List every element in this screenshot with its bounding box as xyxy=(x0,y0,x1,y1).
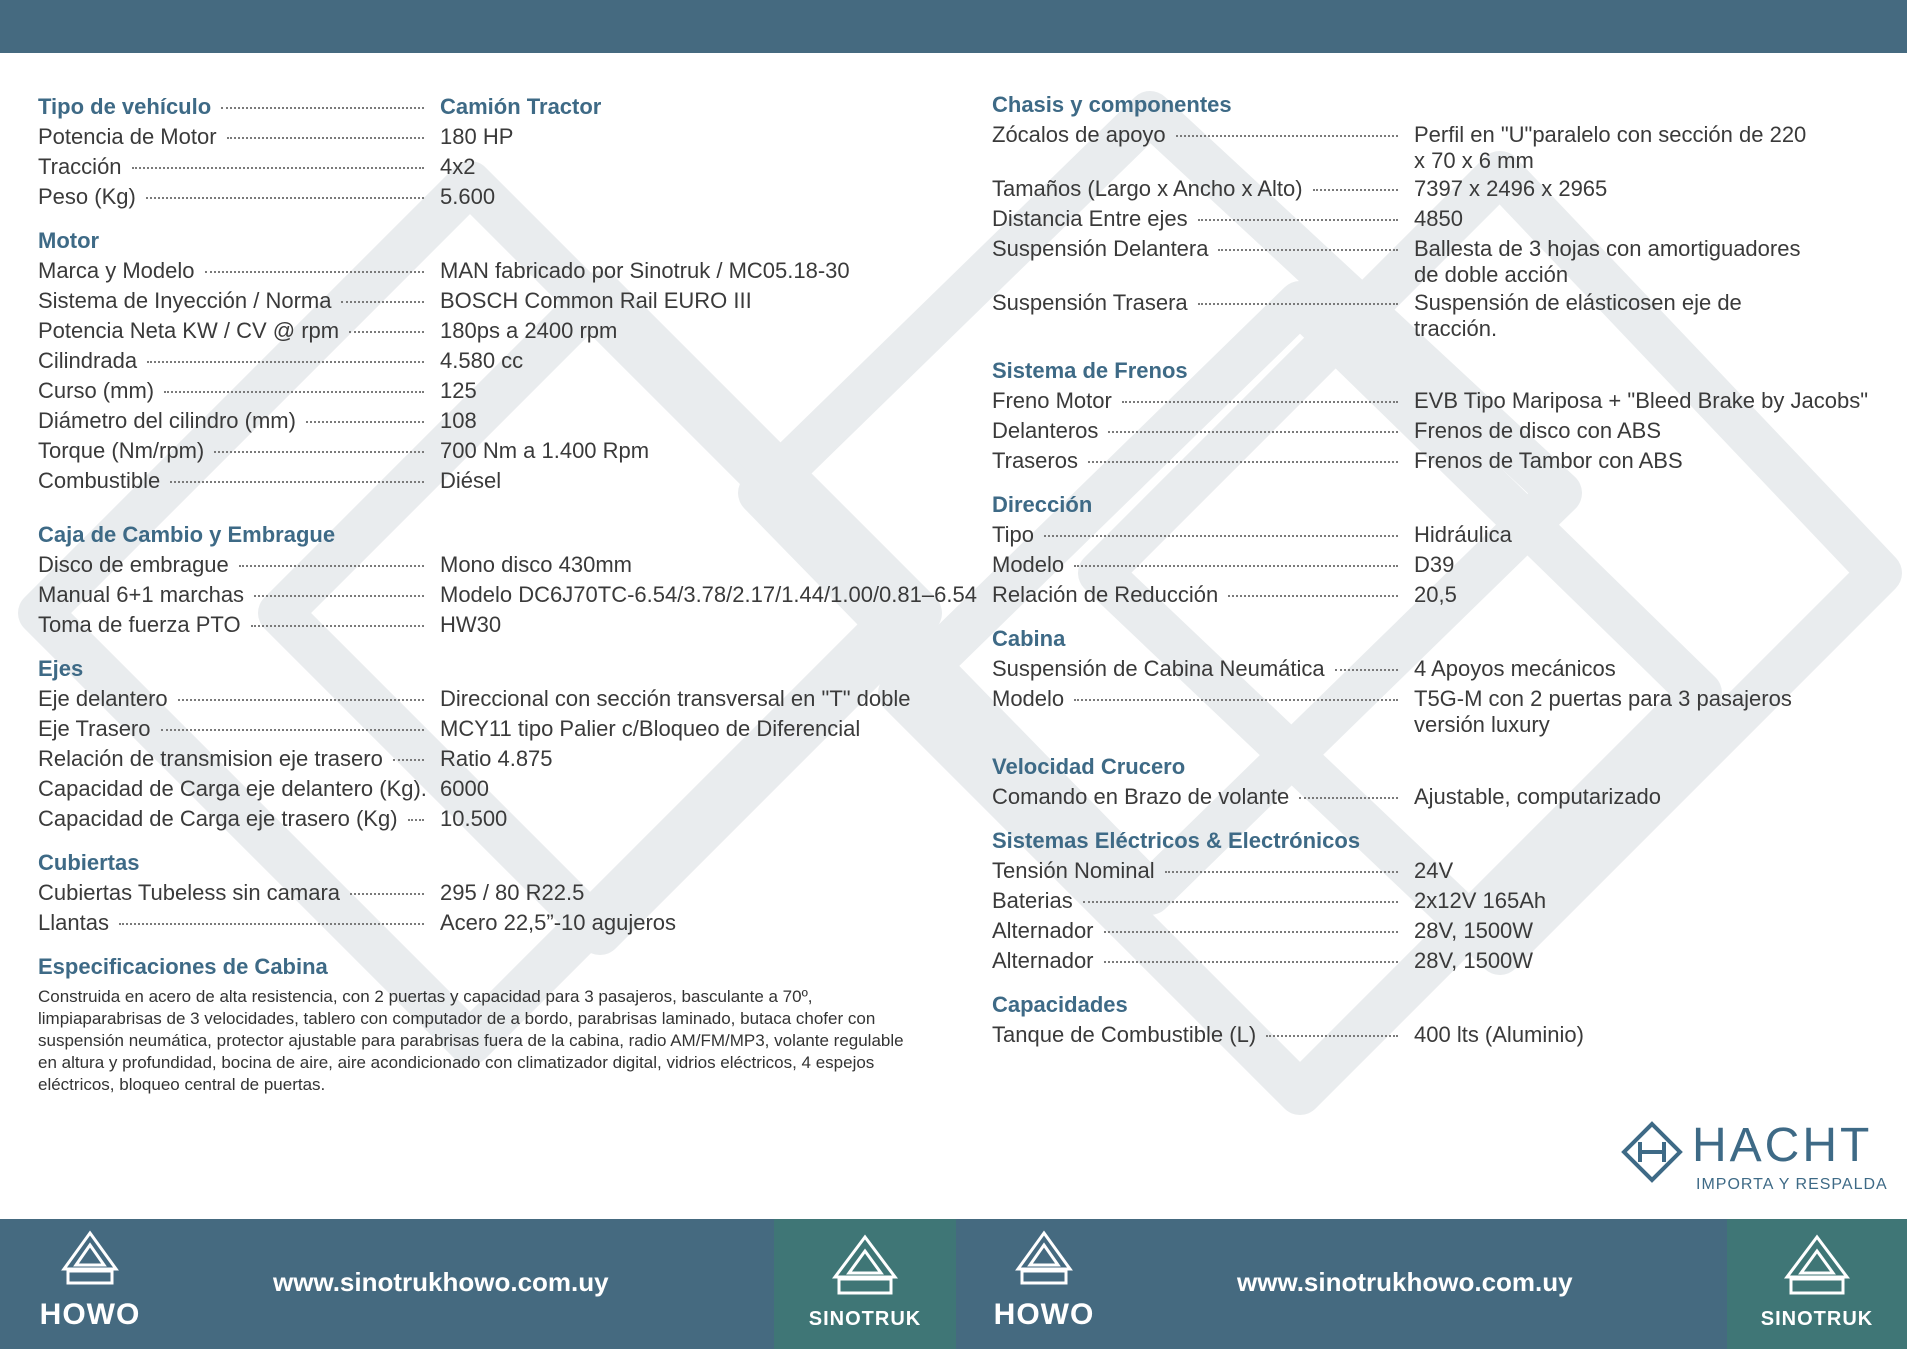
spec-row xyxy=(992,946,1882,976)
spec-label: Suspensión de Cabina Neumática xyxy=(992,656,1325,681)
section-title: Ejes xyxy=(38,656,84,681)
spec-label: Torque (Nm/rpm) xyxy=(38,438,205,463)
spec-row xyxy=(38,804,958,834)
section-gearbox xyxy=(38,520,977,640)
spec-row xyxy=(38,774,958,804)
dot-leader xyxy=(350,893,424,895)
sinotruk-logo xyxy=(1751,1233,1883,1331)
dot-leader xyxy=(251,625,424,627)
dot-leader xyxy=(146,197,424,199)
hacht-wordmark: HACHT xyxy=(1692,1119,1873,1172)
spec-row xyxy=(992,120,1882,174)
section-title: Velocidad Crucero xyxy=(992,754,1186,779)
dot-leader xyxy=(1104,931,1398,933)
spec-value: 24V xyxy=(1414,858,1454,883)
howo-logo xyxy=(30,1229,150,1332)
spec-row xyxy=(992,856,1882,886)
spec-value: T5G-M con 2 puertas para 3 pasajeros versión luxury xyxy=(1414,686,1792,737)
section-title: Sistemas Eléctricos & Electrónicos xyxy=(992,828,1361,853)
spec-row xyxy=(38,286,958,316)
spec-label: Cilindrada xyxy=(38,348,138,373)
spec-value: EVB Tipo Mariposa + "Bleed Brake by Jacobs" xyxy=(1414,388,1869,413)
dot-leader xyxy=(205,271,424,273)
dot-leader xyxy=(408,819,424,821)
spec-row xyxy=(38,714,958,744)
dot-leader xyxy=(306,421,424,423)
dot-leader xyxy=(1218,249,1398,251)
spec-label: Comando en Brazo de volante xyxy=(992,784,1290,809)
dot-leader xyxy=(1176,135,1398,137)
dot-leader xyxy=(1299,797,1398,799)
dot-leader xyxy=(1088,461,1398,463)
cnhtc-emblem-icon xyxy=(1781,1233,1853,1303)
right-column xyxy=(992,90,1882,1064)
dot-leader xyxy=(227,137,424,139)
spec-label: Tanque de Combustible (L) xyxy=(992,1022,1257,1047)
spec-label: Eje delantero xyxy=(38,686,168,711)
spec-row xyxy=(992,886,1882,916)
sinotruk-logo xyxy=(799,1233,931,1331)
sinotruk-wordmark: SINOTRUK xyxy=(808,1308,922,1330)
dot-leader xyxy=(254,595,424,597)
spec-value: 125 xyxy=(440,378,477,403)
cabin-specs-paragraph: Construida en acero de alta resistencia, con 2 puertas y capacidad para 3 pasajeros, basculante a 70º, limpiaparabrisas de 3 velocidades, tablero con computador de a bordo, parabrisas laminado, butaca chofer con suspensión neumática, protector ajustable para parabrisas fuera de la cabina, radio AM/FM/MP3, volante regulable en altura y profundidad, bocina de aire, aire acondicionado con climatizador digital, vidrios eléctricos, 4 espejos eléctricos, bloqueo central de puertas. xyxy=(38,987,904,1094)
spec-label: Eje Trasero xyxy=(38,716,151,741)
section-title: Chasis y componentes xyxy=(992,92,1232,117)
section-title: Sistema de Frenos xyxy=(992,358,1188,383)
sinotruk-panel xyxy=(774,1219,956,1349)
dot-leader xyxy=(1198,303,1398,305)
spec-label: Relación de transmision eje trasero xyxy=(38,746,383,771)
spec-row xyxy=(38,610,958,640)
section-axles xyxy=(38,654,958,834)
spec-row xyxy=(992,174,1882,204)
dot-leader xyxy=(393,759,424,761)
spec-label: Tensión Nominal xyxy=(992,858,1155,883)
dot-leader xyxy=(1044,535,1398,537)
spec-value: MAN fabricado por Sinotruk / MC05.18-30 xyxy=(440,258,850,283)
spec-row xyxy=(992,446,1882,476)
spec-row xyxy=(992,416,1882,446)
dot-leader xyxy=(341,301,424,303)
dot-leader xyxy=(239,565,424,567)
spec-label: Suspensión Delantera xyxy=(992,236,1209,261)
spec-label: Combustible xyxy=(38,468,161,493)
spec-label: Manual 6+1 marchas xyxy=(38,582,245,607)
dot-leader xyxy=(164,391,424,393)
section-title: Cubiertas xyxy=(38,850,140,875)
spec-label: Marca y Modelo xyxy=(38,258,195,283)
spec-label: Capacidad de Carga eje delantero (Kg). xyxy=(38,776,427,801)
section-title: Capacidades xyxy=(992,992,1128,1017)
spec-row xyxy=(38,316,958,346)
spec-row xyxy=(38,122,958,152)
spec-value: 400 lts (Aluminio) xyxy=(1414,1022,1584,1047)
spec-label: Modelo xyxy=(992,552,1065,577)
spec-value: Frenos de Tambor con ABS xyxy=(1414,448,1683,473)
spec-label: Peso (Kg) xyxy=(38,184,136,209)
spec-row xyxy=(38,182,958,212)
spec-label: Cubiertas Tubeless sin camara xyxy=(38,880,341,905)
spec-label: Sistema de Inyección / Norma xyxy=(38,288,332,313)
spec-row xyxy=(38,256,958,286)
spec-value: 28V, 1500W xyxy=(1414,918,1534,943)
section-title: Dirección xyxy=(992,492,1093,517)
spec-label: Llantas xyxy=(38,910,109,935)
spec-value: 28V, 1500W xyxy=(1414,948,1534,973)
dot-leader xyxy=(1108,431,1398,433)
spec-row xyxy=(992,782,1882,812)
dot-leader xyxy=(214,451,424,453)
section-title: Especificaciones de Cabina xyxy=(38,954,328,979)
dot-leader xyxy=(1198,219,1398,221)
spec-label: Alternador xyxy=(992,948,1094,973)
spec-value: 180ps a 2400 rpm xyxy=(440,318,618,343)
spec-value: Hidráulica xyxy=(1414,522,1512,547)
cnhtc-emblem-icon xyxy=(1012,1229,1076,1293)
dot-leader xyxy=(1335,669,1398,671)
section-title: Motor xyxy=(38,228,100,253)
spec-label: Curso (mm) xyxy=(38,378,155,403)
spec-value: 7397 x 2496 x 2965 xyxy=(1414,176,1608,201)
spec-value: BOSCH Common Rail EURO III xyxy=(440,288,752,313)
spec-value: 10.500 xyxy=(440,806,508,831)
website-link[interactable]: www.sinotrukhowo.com.uy xyxy=(273,1267,609,1297)
spec-value: 4x2 xyxy=(440,154,476,179)
spec-label: Relación de Reducción xyxy=(992,582,1219,607)
spec-row xyxy=(38,466,958,496)
spec-value: 4.580 cc xyxy=(440,348,524,373)
dot-leader xyxy=(1266,1035,1398,1037)
dot-leader xyxy=(1228,595,1398,597)
dot-leader xyxy=(221,107,424,109)
howo-wordmark: HOWO xyxy=(993,1298,1095,1331)
spec-label: Baterias xyxy=(992,888,1073,913)
section-cruise xyxy=(992,752,1882,812)
spec-row xyxy=(992,580,1882,610)
spec-label: Freno Motor xyxy=(992,388,1112,413)
howo-wordmark: HOWO xyxy=(39,1298,141,1331)
spec-value: 108 xyxy=(440,408,477,433)
spec-row xyxy=(38,550,958,580)
spec-value: 2x12V 165Ah xyxy=(1414,888,1547,913)
cnhtc-emblem-icon xyxy=(58,1229,122,1293)
hacht-tagline: IMPORTA Y RESPALDA xyxy=(1696,1176,1888,1193)
section-chassis xyxy=(992,90,1882,342)
spec-label: Diámetro del cilindro (mm) xyxy=(38,408,296,433)
spec-value: 20,5 xyxy=(1414,582,1457,607)
spec-row xyxy=(38,406,958,436)
section-vehicle-type xyxy=(38,92,958,212)
vehicle-type-value: Camión Tractor xyxy=(440,94,602,119)
spec-value: Mono disco 430mm xyxy=(440,552,632,577)
spec-value: HW30 xyxy=(440,612,502,637)
footer-bar xyxy=(0,1219,1907,1349)
spec-value: Ratio 4.875 xyxy=(440,746,553,771)
section-cabin xyxy=(992,624,1882,738)
spec-label: Potencia Neta KW / CV @ rpm xyxy=(38,318,340,343)
dot-leader xyxy=(147,361,424,363)
spec-row xyxy=(992,288,1882,342)
spec-value: 700 Nm a 1.400 Rpm xyxy=(440,438,650,463)
dot-leader xyxy=(1083,901,1398,903)
left-column xyxy=(38,92,977,1110)
spec-value: 4 Apoyos mecánicos xyxy=(1414,656,1616,681)
sinotruk-panel xyxy=(1727,1219,1907,1349)
spec-row xyxy=(992,520,1882,550)
spec-value: D39 xyxy=(1414,552,1455,577)
spec-label: Suspensión Trasera xyxy=(992,290,1188,315)
spec-value: Ajustable, computarizado xyxy=(1414,784,1662,809)
spec-value: Direccional con sección transversal en "T" doble xyxy=(440,686,911,711)
spec-value: Modelo DC6J70TC-6.54/3.78/2.17/1.44/1.00/0.81–6.54 xyxy=(440,582,977,607)
spec-value: 6000 xyxy=(440,776,489,801)
spec-row xyxy=(992,234,1882,288)
spec-value: Perfil en "U"paralelo con sección de 220 x 70 x 6 mm xyxy=(1414,122,1807,173)
spec-row xyxy=(992,684,1882,738)
cnhtc-emblem-icon xyxy=(829,1233,901,1303)
top-banner xyxy=(0,0,1907,53)
spec-label: Alternador xyxy=(992,918,1094,943)
spec-row xyxy=(992,654,1882,684)
dot-leader xyxy=(349,331,424,333)
spec-label: Tipo xyxy=(992,522,1034,547)
section-title: Cabina xyxy=(992,626,1066,651)
spec-row xyxy=(38,346,958,376)
spec-label: Delanteros xyxy=(992,418,1099,443)
spec-row xyxy=(992,1020,1882,1050)
dot-leader xyxy=(170,481,424,483)
spec-value: 4850 xyxy=(1414,206,1463,231)
spec-label: Zócalos de apoyo xyxy=(992,122,1166,147)
dot-leader xyxy=(1104,961,1398,963)
section-cabin-specs xyxy=(38,952,958,1096)
spec-label: Disco de embrague xyxy=(38,552,229,577)
spec-row xyxy=(992,550,1882,580)
dot-leader xyxy=(119,923,424,925)
spec-label: Distancia Entre ejes xyxy=(992,206,1188,231)
spec-value: Ballesta de 3 hojas con amortiguadores de doble acción xyxy=(1414,236,1801,287)
dot-leader xyxy=(132,167,424,169)
section-capacities xyxy=(992,990,1882,1050)
section-tires xyxy=(38,848,958,938)
spec-row xyxy=(38,580,977,610)
spec-value: 295 / 80 R22.5 xyxy=(440,880,585,905)
website-link[interactable]: www.sinotrukhowo.com.uy xyxy=(1237,1267,1573,1297)
section-title: Tipo de vehículo xyxy=(38,94,212,119)
spec-value: Frenos de disco con ABS xyxy=(1414,418,1662,443)
howo-logo xyxy=(984,1229,1104,1332)
spec-row xyxy=(38,744,958,774)
spec-row xyxy=(992,916,1882,946)
spec-label: Capacidad de Carga eje trasero (Kg) xyxy=(38,806,398,831)
vehicle-type-header xyxy=(38,92,958,122)
spec-value: Suspensión de elásticosen eje de tracción. xyxy=(1414,290,1742,341)
spec-label: Modelo xyxy=(992,686,1065,711)
section-steering xyxy=(992,490,1882,610)
dot-leader xyxy=(178,699,424,701)
spec-row xyxy=(38,152,958,182)
dot-leader xyxy=(1074,565,1398,567)
section-electrical xyxy=(992,826,1882,976)
spec-label: Potencia de Motor xyxy=(38,124,217,149)
spec-value: MCY11 tipo Palier c/Bloqueo de Diferencial xyxy=(440,716,861,741)
spec-row xyxy=(38,684,958,714)
section-title: Caja de Cambio y Embrague xyxy=(38,522,336,547)
section-brakes xyxy=(992,356,1882,476)
spec-row xyxy=(38,878,958,908)
spec-value: 180 HP xyxy=(440,124,514,149)
dot-leader xyxy=(1074,699,1398,701)
spec-value: Acero 22,5”-10 agujeros xyxy=(440,910,677,935)
hacht-logo xyxy=(1620,1118,1890,1198)
spec-label: Toma de fuerza PTO xyxy=(38,612,241,637)
spec-row xyxy=(38,436,958,466)
sinotruk-wordmark: SINOTRUK xyxy=(1760,1308,1874,1330)
section-motor xyxy=(38,226,958,496)
spec-row xyxy=(38,908,958,938)
dot-leader xyxy=(161,729,425,731)
spec-label: Tamaños (Largo x Ancho x Alto) xyxy=(992,176,1303,201)
spec-row xyxy=(992,386,1882,416)
dot-leader xyxy=(1122,401,1398,403)
spec-label: Traseros xyxy=(992,448,1078,473)
spec-label: Tracción xyxy=(38,154,122,179)
dot-leader xyxy=(1165,871,1398,873)
spec-value: 5.600 xyxy=(440,184,496,209)
hacht-emblem-icon xyxy=(1620,1120,1684,1184)
spec-value: Diésel xyxy=(440,468,502,493)
spec-row xyxy=(38,376,958,406)
spec-row xyxy=(992,204,1882,234)
dot-leader xyxy=(1313,189,1398,191)
